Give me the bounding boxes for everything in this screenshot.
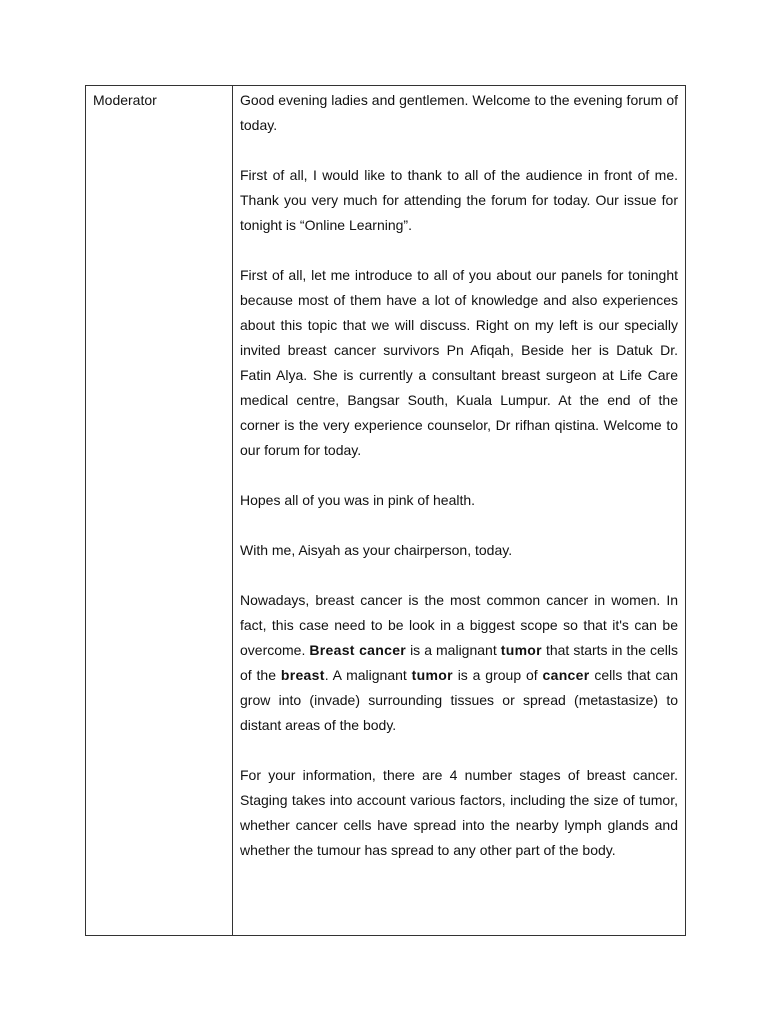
keyword-cancer: cancer xyxy=(542,667,590,683)
table-row xyxy=(86,86,686,936)
dialogue-cell xyxy=(233,86,686,936)
keyword-tumor: tumor xyxy=(500,642,542,658)
speaker-label: Moderator xyxy=(93,92,157,108)
text-segment: is a group of xyxy=(452,667,543,683)
paragraph-cancer-stages: For your information, there are 4 number stages of breast cancer. Staging takes into account various factors, including the size of tumor, whether cancer cells have spread into the nearby lymph glands and whether the tumour has spread to any other part of the body. xyxy=(240,767,678,858)
paragraph-breast-cancer-info xyxy=(240,588,678,738)
paragraph-chairperson: With me, Aisyah as your chairperson, today. xyxy=(240,542,513,558)
text-segment: is a malignant xyxy=(406,642,501,658)
paragraph-health-wish: Hopes all of you was in pink of health. xyxy=(240,492,476,508)
forum-script-table xyxy=(85,85,686,936)
paragraph-greeting: Good evening ladies and gentlemen. Welcome to the evening forum of today. xyxy=(240,92,678,133)
paragraph-panel-intro: First of all, let me introduce to all of you about our panels for toninght because most of them have a lot of knowledge and also experiences about this topic that we will discuss. Right on my left is our specially invited breast cancer survivors Pn Afiqah, Beside her is Datuk Dr. Fatin Alya. She is currently a consultant breast surgeon at Life Care medical centre, Bangsar South, Kuala Lumpur. At the end of the corner is the very experience counselor, Dr rifhan qistina. Welcome to our forum for today. xyxy=(240,267,678,458)
text-segment: cells that can grow into (invade) surrounding tissues or spread (metastasize) to distant areas of the body. xyxy=(240,667,678,733)
keyword-tumor: tumor xyxy=(411,667,453,683)
text-segment: . A malignant xyxy=(324,667,412,683)
text-segment: that starts in the cells of the xyxy=(240,642,678,683)
speaker-cell xyxy=(86,86,233,936)
dialogue-content xyxy=(233,86,685,863)
keyword-breast: breast xyxy=(280,667,325,683)
text-segment: Nowadays, breast cancer is the most common cancer in women. In fact, this case need to be look in a biggest scope so that it's can be overcome. xyxy=(240,592,678,658)
paragraph-thanks: First of all, I would like to thank to all of the audience in front of me. Thank you very much for attending the forum for today. Our issue for tonight is “Online Learning”. xyxy=(240,167,678,233)
keyword-breast-cancer: Breast cancer xyxy=(309,642,407,658)
